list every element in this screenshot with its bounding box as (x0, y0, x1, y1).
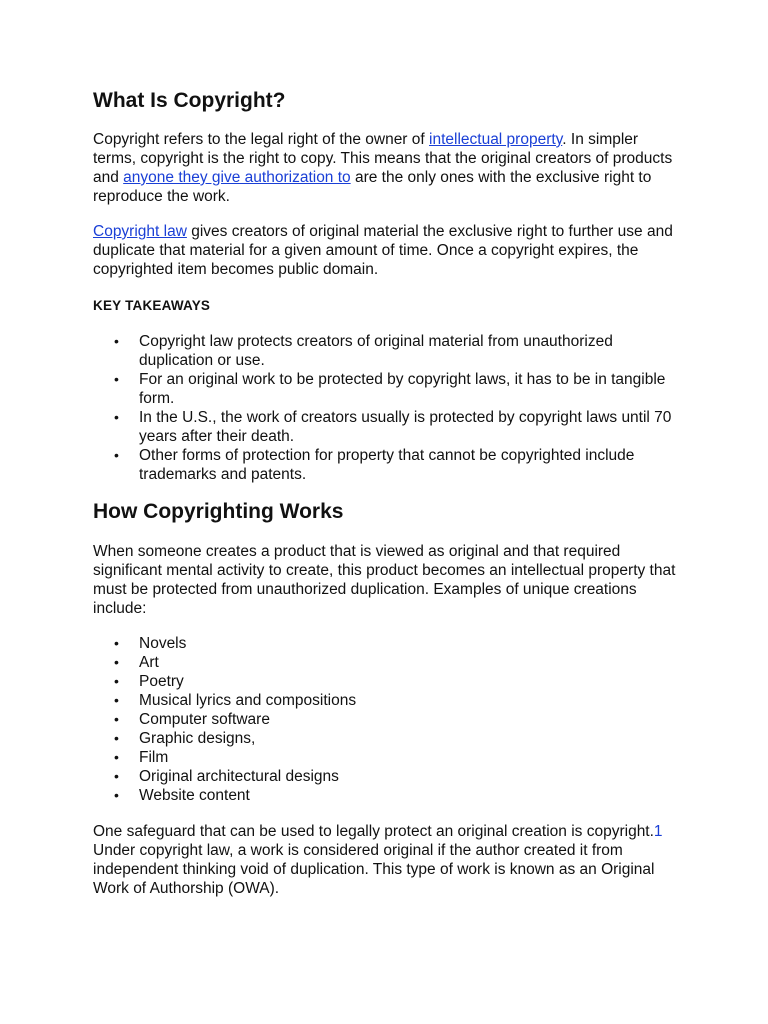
list-item: • Computer software (93, 710, 683, 729)
copyright-law-text: gives creators of original material the exclusive right to further use and duplicate that material for a given amount of time. Once a copyright expires, the copyrighted item becomes public domain. (93, 223, 673, 278)
link-intellectual-property[interactable]: intellectual property (429, 131, 563, 148)
list-item: • Art (93, 653, 683, 672)
list-item: • In the U.S., the work of creators usually is protected by copyright laws until 70 years after their death. (93, 408, 683, 446)
how-it-works-paragraph: When someone creates a product that is viewed as original and that required significant mental activity to create, this product becomes an intellectual property that must be protected from unauthorized duplication. Examples of unique creations include: (93, 543, 676, 617)
copyright-law-paragraph (93, 222, 683, 279)
list-item: • Poetry (93, 672, 683, 691)
list-item: • Graphic designs, (93, 729, 683, 748)
safeguard-text-1: One safeguard that can be used to legally protect an original creation is copyright. (93, 823, 654, 840)
intro-text-3: are the only ones with the exclusive right to reproduce the work. (93, 169, 652, 205)
intro-text-2: . In simpler terms, copyright is the right to copy. This means that the original creators of products and (93, 131, 673, 186)
footnote-marker[interactable]: 1 (653, 823, 663, 840)
heading-what-is-copyright: What Is Copyright? (93, 89, 286, 112)
list-item: • Other forms of protection for property that cannot be copyrighted include trademarks and patents. (93, 446, 683, 484)
list-item: • Novels (93, 634, 683, 653)
list-item: • Musical lyrics and compositions (93, 691, 683, 710)
key-takeaways-label: KEY TAKEAWAYS (93, 298, 211, 313)
safeguard-paragraph (93, 822, 683, 898)
link-copyright-law[interactable]: Copyright law (93, 223, 187, 240)
list-item: • Copyright law protects creators of original material from unauthorized duplication or use. (93, 332, 683, 370)
intro-paragraph (93, 130, 683, 206)
examples-list (93, 634, 683, 805)
safeguard-text-2: Under copyright law, a work is considered original if the author created it from independent thinking void of duplication. This type of work is known as an Original Work of Authorship (OWA). (93, 842, 655, 897)
heading-how-copyrighting-works: How Copyrighting Works (93, 500, 344, 523)
takeaways-list (93, 332, 683, 484)
intro-text-1: Copyright refers to the legal right of the owner of (93, 131, 430, 148)
list-item: • Original architectural designs (93, 767, 683, 786)
link-authorization[interactable]: anyone they give authorization to (123, 169, 351, 186)
list-item: • For an original work to be protected by copyright laws, it has to be in tangible form. (93, 370, 683, 408)
list-item: • Film (93, 748, 683, 767)
list-item: • Website content (93, 786, 683, 805)
